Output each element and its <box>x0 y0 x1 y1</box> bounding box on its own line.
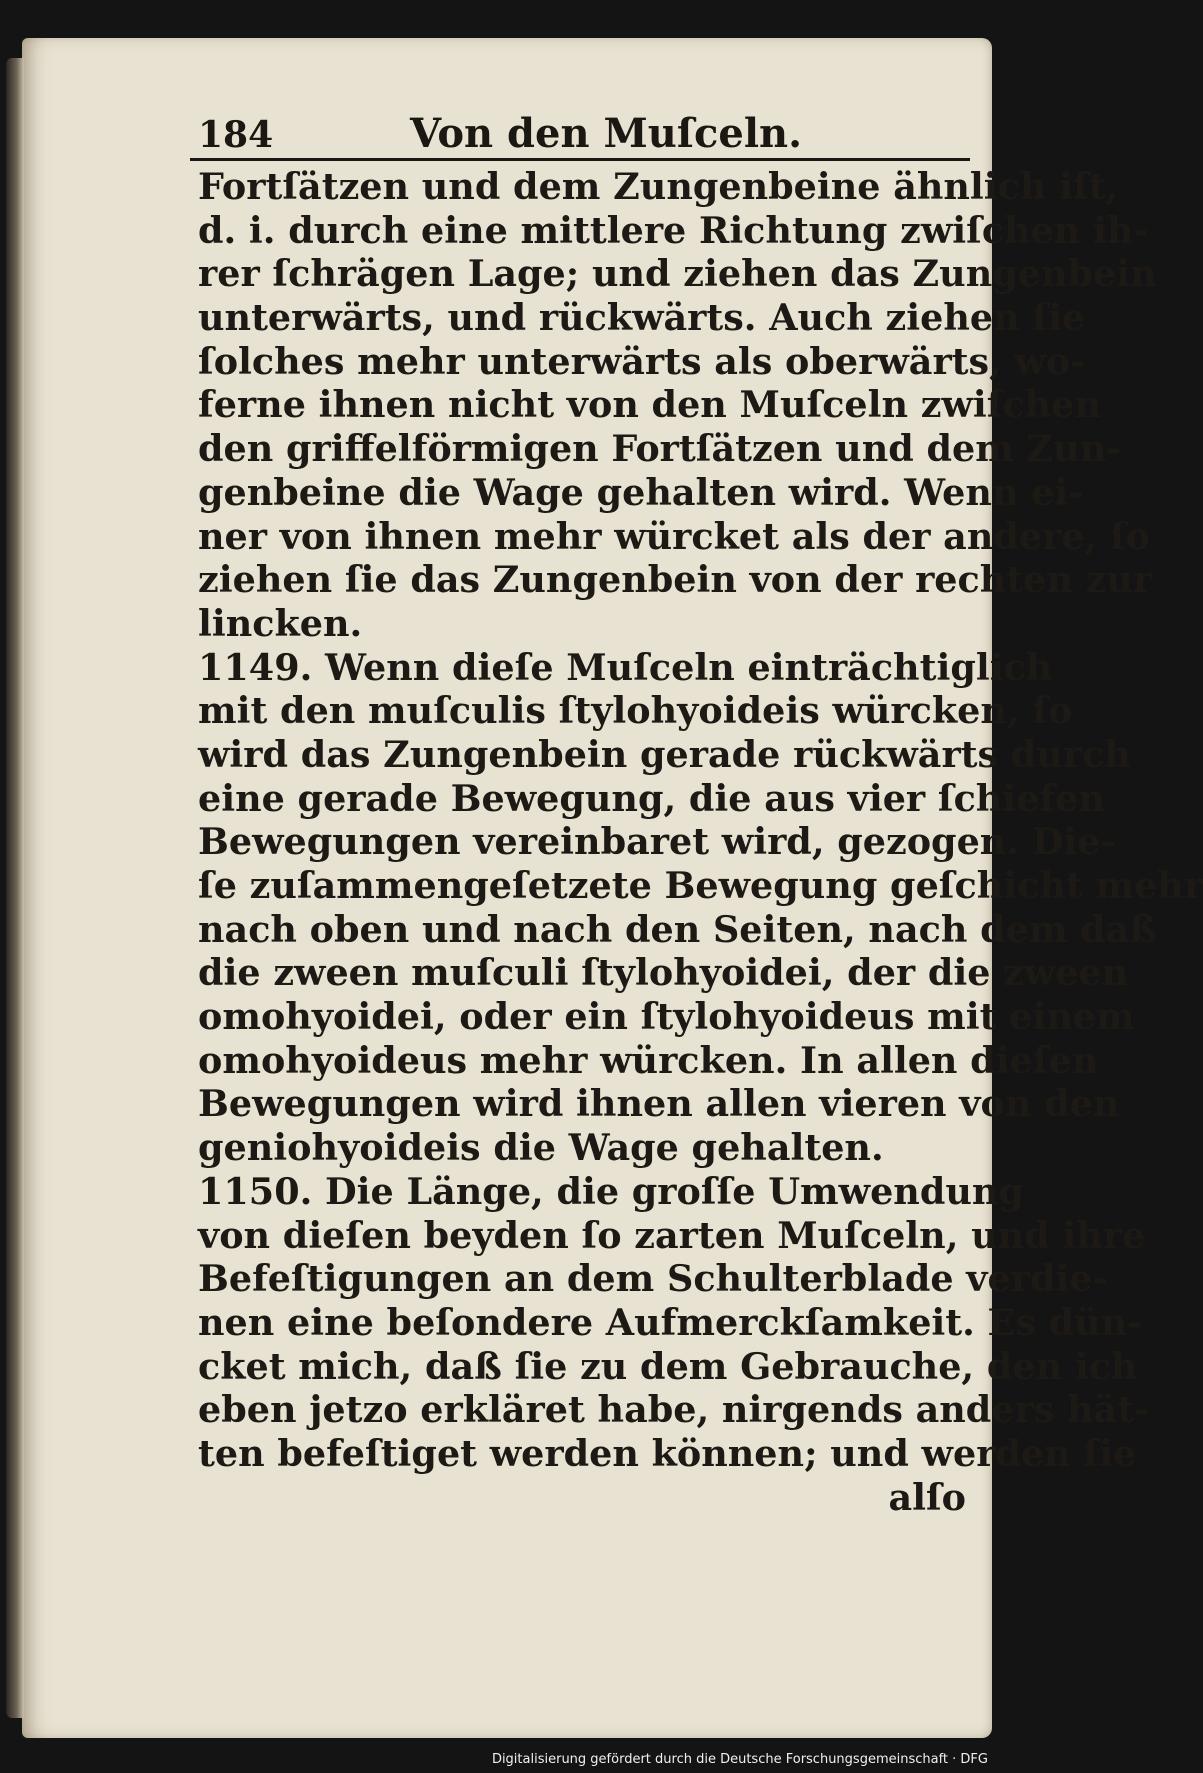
text-line: ferne ihnen nicht von den Muſceln zwiſchen <box>198 383 1101 427</box>
text-line: den griffelförmigen Fortſätzen und dem Zun- <box>198 427 1122 471</box>
text-line: Bewegungen wird ihnen allen vieren von den <box>198 1082 1120 1126</box>
text-line: genbeine die Wage gehalten wird. Wenn ei- <box>198 470 1084 514</box>
text-line: 1149. Wenn dieſe Muſceln einträchtiglich <box>198 645 1053 689</box>
text-line: von dieſen beyden ſo zarten Muſceln, und ihre <box>198 1213 1146 1257</box>
text-line: lincken. <box>198 601 363 645</box>
text-line: Bewegungen vereinbaret wird, gezogen. Die- <box>198 820 1116 864</box>
text-line: nach oben und nach den Seiten, nach dem daß <box>198 907 1158 951</box>
text-line: ziehen ſie das Zungenbein von der rechten zur <box>198 558 1153 602</box>
text-line: ner von ihnen mehr würcket als der andere, ſo <box>198 514 1151 558</box>
text-line: d. i. durch eine mittlere Richtung zwiſchen ih- <box>198 208 1149 252</box>
text-line: Befeſtigungen an dem Schulterblade verdie- <box>198 1257 1108 1301</box>
text-line: ſe zuſammengeſetzete Bewegung geſchicht mehr <box>198 864 1203 907</box>
text-line: eben jetzo erkläret habe, nirgends anders hät- <box>198 1388 1150 1432</box>
text-line: Fortſätzen und dem Zungenbeine ähnlich iſt, <box>198 165 1119 208</box>
text-line: mit den muſculis ſtylohyoideis würcken, ſo <box>198 689 1073 733</box>
text-line: die zween muſculi ſtylohyoidei, der die zween <box>198 951 1129 995</box>
text-line: omohyoidei, oder ein ſtylohyoideus mit einem <box>198 995 1135 1039</box>
page-header <box>190 108 970 161</box>
text-line: eine gerade Bewegung, die aus vier ſchiefen <box>198 776 1105 820</box>
text-line: nen eine beſondere Aufmerckſamkeit. Es dün- <box>198 1300 1143 1344</box>
text-line: wird das Zungenbein gerade rückwärts durch <box>198 732 1131 776</box>
text-line: 1150. Die Länge, die groſſe Umwendung <box>198 1169 1024 1213</box>
digitization-credit: Digitalisierung gefördert durch die Deutsche Forschungsgemeinschaft · DFG <box>491 1752 988 1767</box>
page-number: 184 <box>198 114 274 156</box>
text-line: geniohyoideis die Wage gehalten. <box>198 1126 884 1170</box>
text-line: cket mich, daß ſie zu dem Gebrauche, den ich <box>198 1344 1138 1388</box>
text-line: unterwärts, und rückwärts. Auch ziehen ſie <box>198 296 1086 340</box>
body-text <box>198 165 1203 1519</box>
text-line: ſolches mehr unterwärts als oberwärts, wo- <box>198 339 1086 383</box>
text-line: ten befeſtiget werden können; und werden ſie <box>198 1431 1137 1475</box>
text-line: omohyoideus mehr würcken. In allen dieſen <box>198 1038 1099 1082</box>
catchword: alſo <box>888 1475 966 1519</box>
text-line: rer ſchrägen Lage; und ziehen das Zungenbein <box>198 252 1157 296</box>
running-title: Von den Muſceln. <box>410 110 803 157</box>
